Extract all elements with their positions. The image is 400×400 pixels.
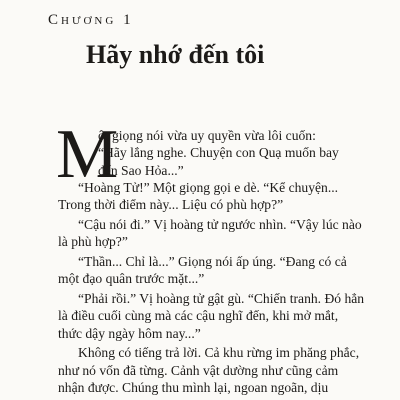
drop-cap: M (56, 116, 119, 193)
paragraph-line: thức dậy ngày hôm nay...” (58, 325, 201, 341)
paragraph-line: là phù hợp?” (58, 234, 128, 250)
paragraph-line: “Thần... Chỉ là...” Giọng nói ấp úng. “Đang có cả (78, 254, 347, 269)
paragraph-line: “Hãy lắng nghe. Chuyện con Quạ muốn bay (98, 145, 339, 161)
paragraph-line: “Hoàng Tử!” Một giọng gọi e dè. “Kể chuyện... (78, 179, 339, 195)
paragraph-line: một đạo quân trước mặt...” (58, 271, 205, 287)
chapter-title: Hãy nhớ đến tôi (86, 40, 265, 69)
paragraph-line: ột giọng nói vừa uy quyền vừa lôi cuốn: (98, 128, 316, 143)
paragraph-line: đến Sao Hỏa...” (98, 162, 184, 178)
paragraph-line: Không có tiếng trả lời. Cả khu rừng im phăng phắc, (78, 345, 360, 361)
paragraph-line: “Cậu nói đi.” Vị hoàng tử ngước nhìn. “Vậy lúc nào (78, 216, 362, 232)
paragraph-line: nhận được. Chúng thu mình lại, ngoan ngoãn, dịu (58, 380, 329, 395)
paragraph-line: như nó vốn đã từng. Cảnh vật dường như cũng cảm (58, 362, 339, 378)
chapter-label: Chương 1 (48, 12, 134, 28)
paragraph-line: Trong thời điểm này... Liệu có phù hợp?” (58, 197, 284, 213)
paragraph-line: là điều cuối cùng mà các cậu nghĩ đến, khi mở mắt, (58, 308, 339, 324)
paragraph-line: “Phải rồi.” Vị hoàng tử gật gù. “Chiến tranh. Đó hẳn (78, 291, 365, 306)
